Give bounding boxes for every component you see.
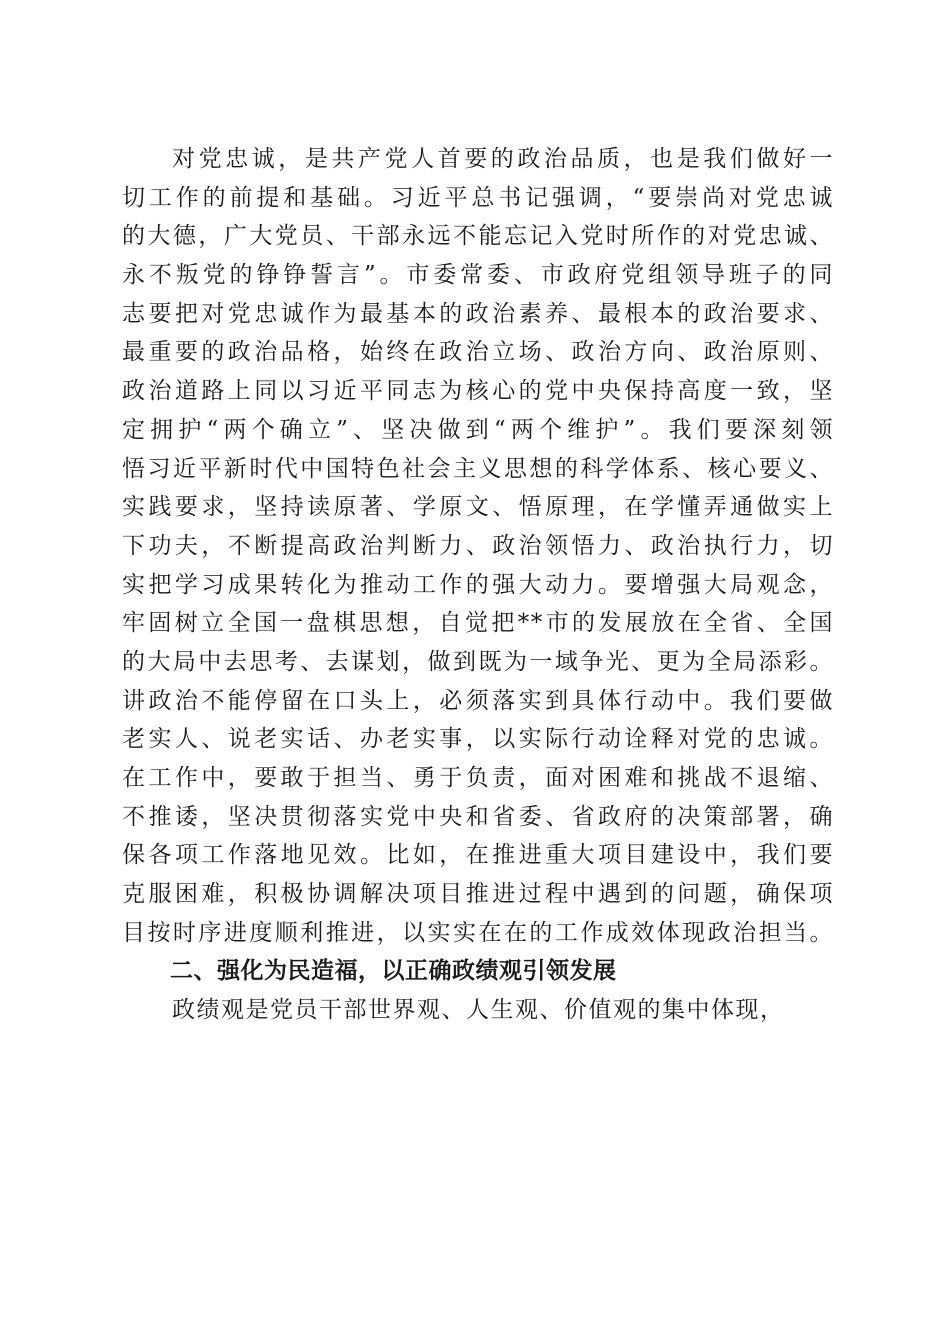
text-line: 切工作的前提和基础。习近平总书记强调，“要崇尚对党忠诚 xyxy=(122,184,834,211)
text-line: 老实人、说老实话、办老实事，以实际行动诠释对党的忠诚。 xyxy=(122,726,834,753)
text-line: 讲政治不能停留在口头上，必须落实到具体行动中。我们要做 xyxy=(122,687,834,714)
text-line: 实把学习成果转化为推动工作的强大动力。要增强大局观念， xyxy=(122,571,834,598)
text-line: 永不叛党的铮铮誓言”。市委常委、市政府党组领导班子的同 xyxy=(122,262,834,289)
paragraph-performance xyxy=(122,991,834,1030)
text-line: 的大局中去思考、去谋划，做到既为一域争光、更为全局添彩。 xyxy=(122,648,834,675)
text-line: 克服困难，积极协调解决项目推进过程中遇到的问题，确保项 xyxy=(122,881,834,908)
text-line: 在工作中，要敢于担当、勇于负责，面对困难和挑战不退缩、 xyxy=(122,765,834,791)
text-line: 目按时序进度顺利推进，以实实在在的工作成效体现政治担当。 xyxy=(122,919,834,946)
text-line: 不推诿，坚决贯彻落实党中央和省委、省政府的决策部署，确 xyxy=(122,803,834,830)
paragraph-loyalty xyxy=(122,140,834,952)
document-body xyxy=(122,140,834,1030)
text-line: 政治道路上同以习近平同志为核心的党中央保持高度一致，坚 xyxy=(122,378,834,405)
text-line: 保各项工作落地见效。比如，在推进重大项目建设中，我们要 xyxy=(122,842,834,869)
text-line: 牢固树立全国一盘棋思想，自觉把**市的发展放在全省、全国 xyxy=(122,610,834,637)
text-line: 实践要求，坚持读原著、学原文、悟原理，在学懂弄通做实上 xyxy=(122,494,834,521)
text-line: 志要把对党忠诚作为最基本的政治素养、最根本的政治要求、 xyxy=(122,300,834,327)
text-line: 对党忠诚，是共产党人首要的政治品质，也是我们做好一 xyxy=(172,146,834,172)
text-line: 最重要的政治品格，始终在政治立场、政治方向、政治原则、 xyxy=(122,339,834,366)
text-line: 悟习近平新时代中国特色社会主义思想的科学体系、核心要义、 xyxy=(122,455,834,482)
text-line: 下功夫，不断提高政治判断力、政治领悟力、政治执行力，切 xyxy=(122,532,834,559)
text-line: 定拥护“两个确立”、坚决做到“两个维护”。我们要深刻领 xyxy=(122,416,834,443)
text-line: 的大德，广大党员、干部永远不能忘记入党时所作的对党忠诚、 xyxy=(122,223,834,250)
section-heading: 二、强化为民造福，以正确政绩观引领发展 xyxy=(170,958,617,985)
text-line: 政绩观是党员干部世界观、人生观、价值观的集中体现， xyxy=(172,997,785,1024)
